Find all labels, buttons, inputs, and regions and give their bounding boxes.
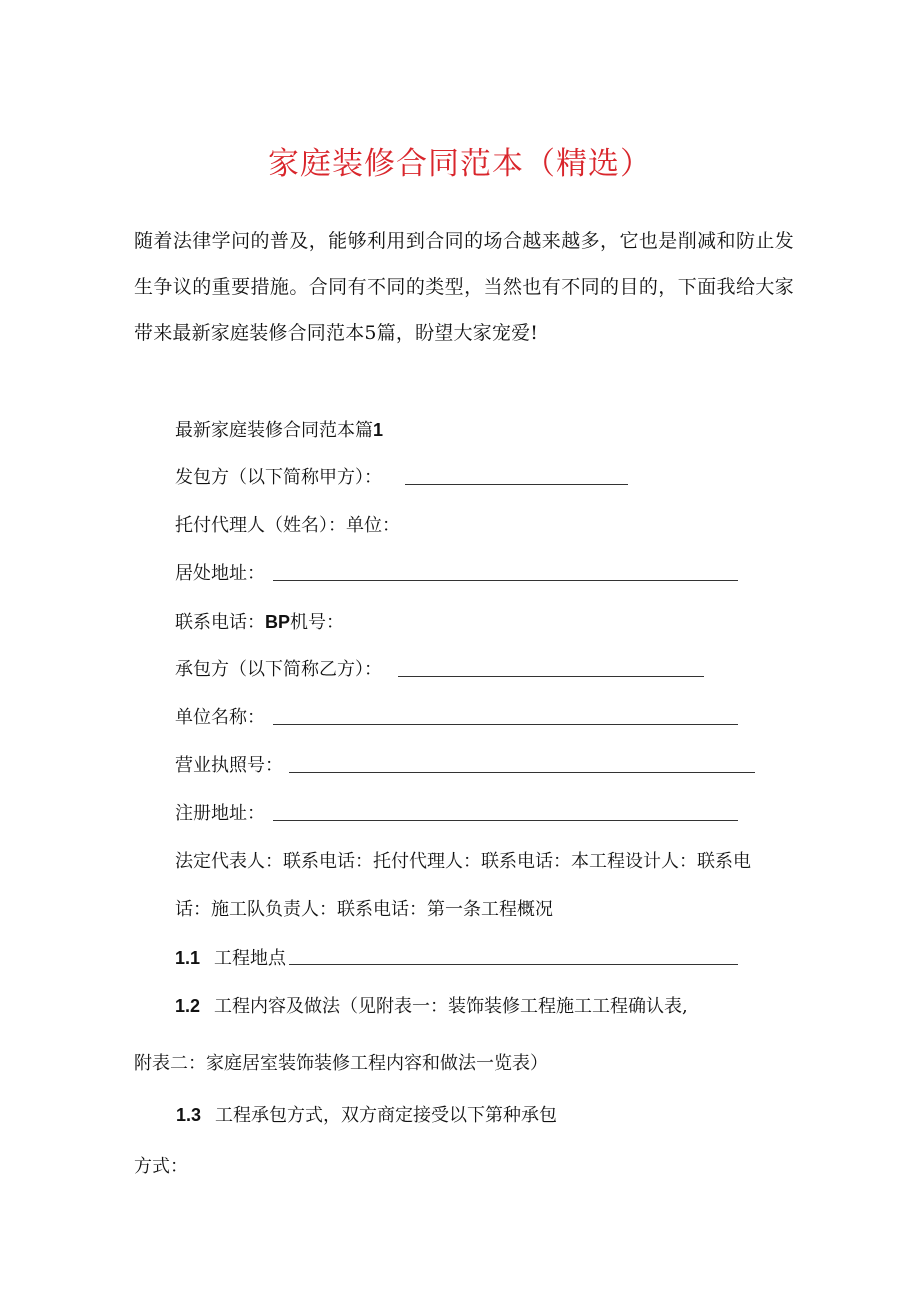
- agent-unit-label: 托付代理人（姓名）：单位：: [175, 515, 400, 536]
- unit-name-label: 单位名称：: [175, 707, 265, 728]
- intro-paragraph: 随着法律学问的普及，能够利用到合同的场合越来越多，它也是削减和防止发生争议的重要措施。合同有不同的类型，当然也有不同的目的，下面我给大家带来最新家庭装修合同范本5篇，盼望大家宠爱!: [134, 230, 794, 344]
- item-1-1-blank: [289, 964, 738, 965]
- item-1-2: [175, 993, 688, 1020]
- contract-heading: [175, 417, 383, 444]
- license-blank: [289, 772, 755, 773]
- item-1-1-text: 工程地点: [214, 948, 287, 969]
- item-1-1-number: 1.1: [175, 948, 201, 968]
- phone-bp: BP: [265, 612, 291, 632]
- document-title: 家庭装修合同范本（精选）: [268, 146, 652, 182]
- item-1-3-number: 1.3: [176, 1105, 202, 1125]
- item-1-3-text: 工程承包方式，双方商定接受以下第种承包: [215, 1105, 558, 1126]
- address-blank: [273, 580, 738, 581]
- party-b-blank: [398, 676, 704, 677]
- party-a-label: 发包方（以下简称甲方）：: [175, 467, 382, 488]
- reg-address-label: 注册地址：: [175, 803, 265, 824]
- party-b-label: 承包方（以下简称乙方）：: [175, 659, 382, 680]
- address-label: 居处地址：: [175, 563, 265, 584]
- license-label: 营业执照号：: [175, 755, 283, 776]
- item-1-3-continuation: 方式：: [134, 1156, 188, 1177]
- item-1-3: [176, 1102, 557, 1129]
- legal-rep-line-2: 话：施工队负责人：联系电话：第一条工程概况: [175, 899, 553, 920]
- unit-name-blank: [273, 724, 738, 725]
- legal-rep-line-1: 法定代表人：联系电话：托付代理人：联系电话：本工程设计人：联系电: [175, 851, 751, 872]
- item-1-1: [175, 945, 286, 972]
- phone-suffix: 机号：: [290, 612, 345, 633]
- item-1-2-number: 1.2: [175, 996, 201, 1016]
- phone-label: [175, 609, 344, 636]
- party-a-blank: [405, 484, 628, 485]
- contract-heading-number: 1: [373, 420, 384, 440]
- phone-prefix: 联系电话：: [175, 612, 265, 633]
- item-1-2-text: 工程内容及做法（见附表一：装饰装修工程施工工程确认表,: [214, 996, 688, 1017]
- reg-address-blank: [273, 820, 738, 821]
- contract-heading-text: 最新家庭装修合同范本篇: [175, 420, 373, 441]
- item-1-2-continuation: 附表二：家庭居室装饰装修工程内容和做法一览表）: [134, 1053, 548, 1074]
